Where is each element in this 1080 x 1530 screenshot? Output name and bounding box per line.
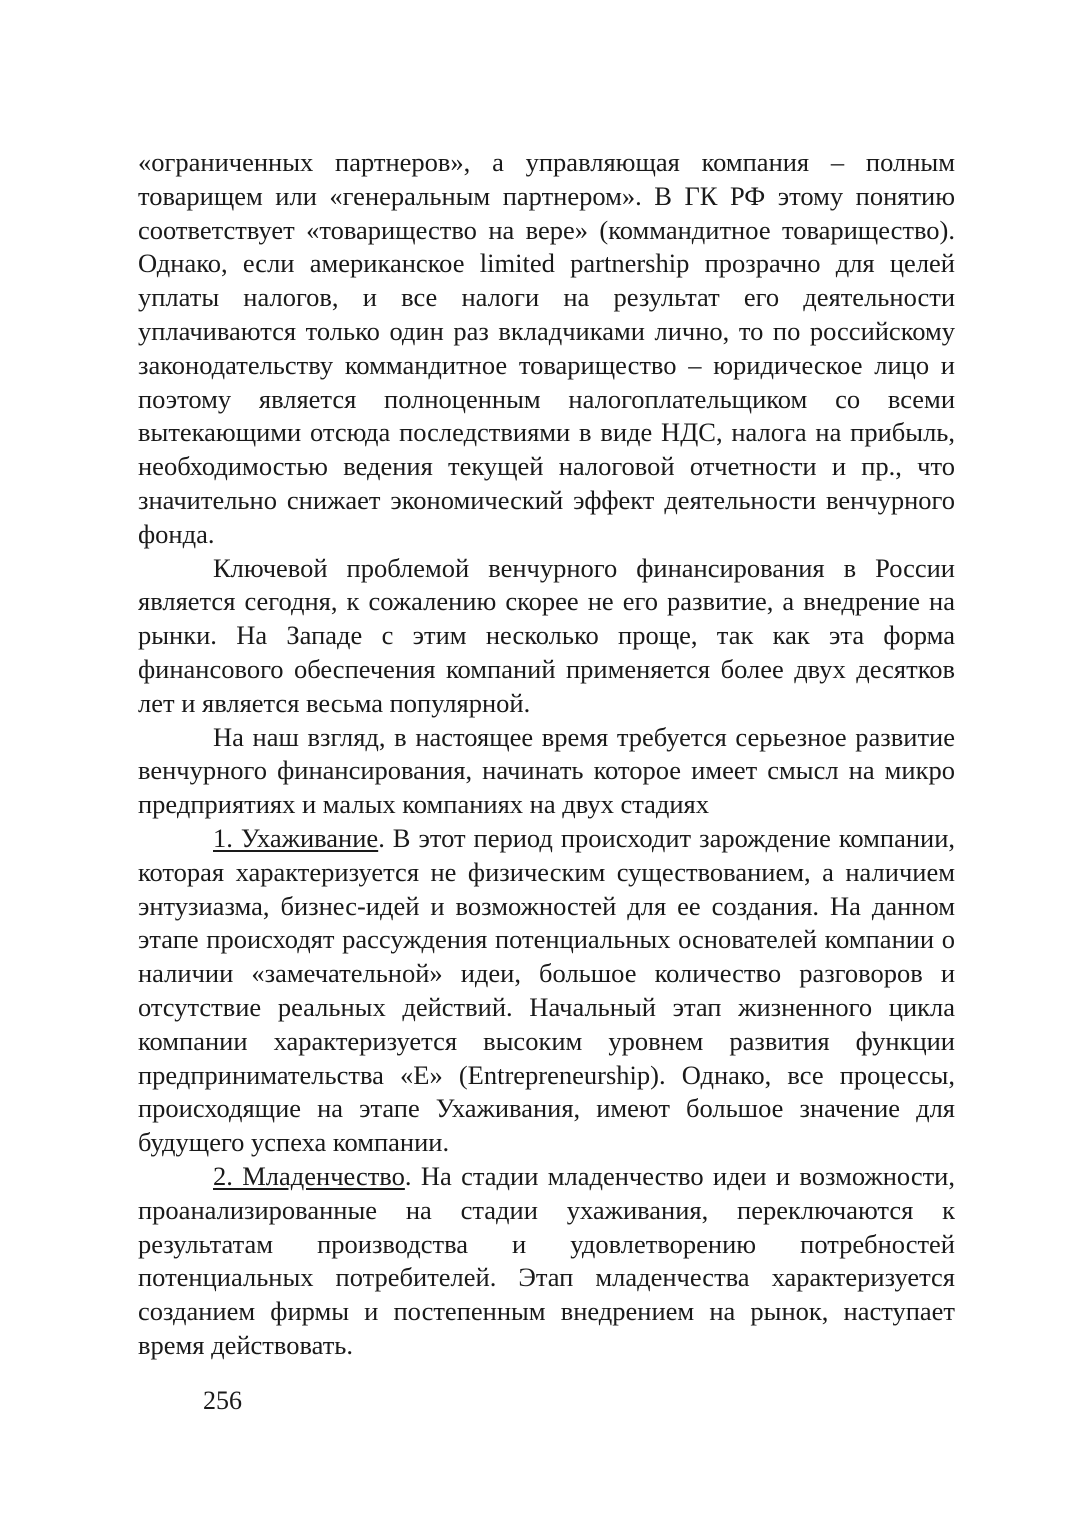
- page-number: 256: [203, 1386, 242, 1415]
- stage-2-text: . На стадии младенчество идеи и возможности, проанализированные на стадии ухаживания, переключаются к результатам производства и удовлетворению потребностей потенциальных потребителей. Этап младенчества характеризуется созданием фирмы и постепенным внедрением на рынок, наступает время действовать.: [138, 1160, 955, 1360]
- paragraph-stage-2: [138, 1160, 955, 1363]
- paragraph-3: На наш взгляд, в настоящее время требуется серьезное развитие венчурного финансирования, начинать которое имеет смысл на микро предприятиях и малых компаниях на двух стадиях: [138, 721, 955, 820]
- paragraph-1: «ограниченных партнеров», а управляющая компания – полным товарищем или «генеральным партнером». В ГК РФ этому понятию соответствует «товарищество на вере» (коммандитное товарищество). Однако, если американское limited partnership прозрачно для целей уплаты налогов, и все налоги на результат его деятельности уплачиваются только один раз вкладчиками лично, то по российскому законодательству коммандитное товарищество – юридическое лицо и поэтому является полноценным налогоплательщиком со всеми вытекающими отсюда последствиями в виде НДС, налога на прибыль, необходимостью ведения текущей налоговой отчетности и пр., что значительно снижает экономический эффект деятельности венчурного фонда.: [138, 147, 955, 549]
- paragraph-stage-1: [138, 822, 955, 1160]
- stage-1-heading: 1. Ухаживание: [213, 822, 379, 853]
- page-body: [138, 146, 955, 1363]
- stage-2-heading: 2. Младенчество: [213, 1160, 405, 1191]
- stage-1-text: . В этот период происходит зарождение компании, которая характеризуется не физическим существованием, а наличием энтузиазма, бизнес-идей и возможностей для ее создания. На данном этапе происходят рассуждения потенциальных основателей компании о наличии «замечательной» идеи, большое количество разговоров и отсутствие реальных действий. Начальный этап жизненного цикла компании характеризуется высоким уровнем развития функции предпринимательства «E» (Entrepreneurship). Однако, все процессы, происходящие на этапе Ухаживания, имеют большое значение для будущего успеха компании.: [138, 822, 955, 1158]
- paragraph-2: Ключевой проблемой венчурного финансирования в России является сегодня, к сожалению скорее не его развитие, а внедрение на рынки. На Западе с этим несколько проще, так как эта форма финансового обеспечения компаний применяется более двух десятков лет и является весьма популярной.: [138, 552, 955, 718]
